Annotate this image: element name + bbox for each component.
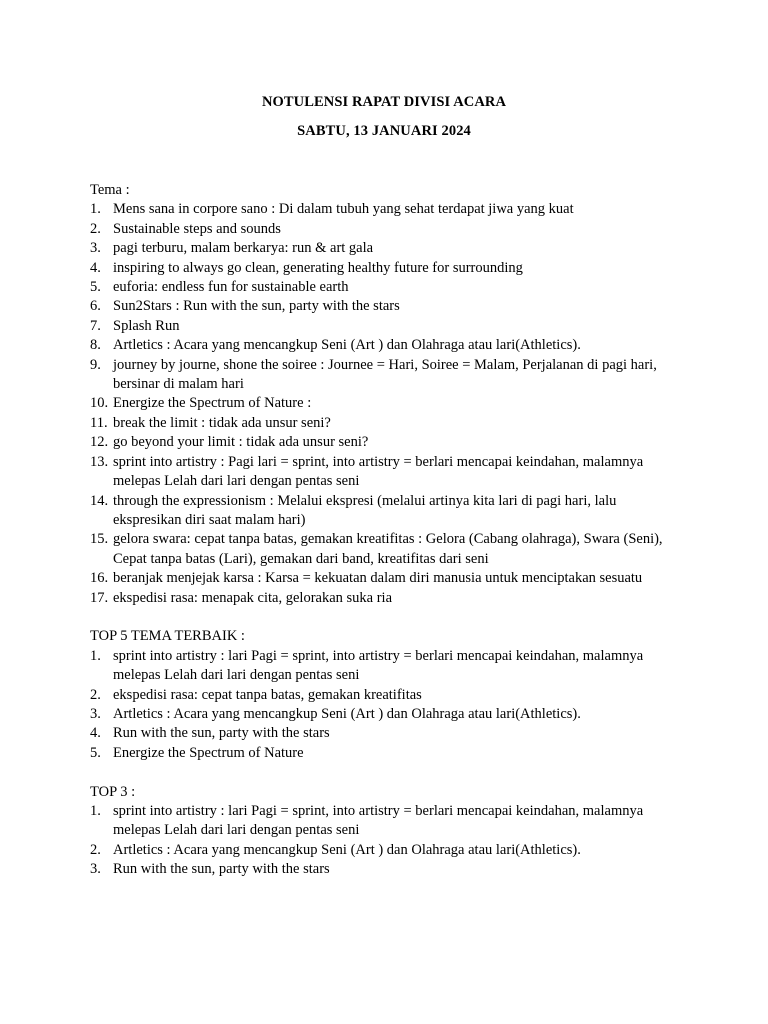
list-item [90, 589, 670, 608]
section-spacer [90, 608, 670, 627]
document-title: NOTULENSI RAPAT DIVISI ACARA [261, 94, 507, 110]
list-item [90, 860, 670, 879]
list-item-number: 16. [90, 570, 109, 587]
list-item [90, 647, 670, 686]
list-item-number: 5. [90, 744, 101, 761]
document-date: SABTU, 13 JANUARI 2024 [297, 123, 471, 139]
list-item [90, 356, 670, 395]
list-item-text: Run with the sun, party with the stars [113, 861, 330, 878]
list-item-number: 5. [90, 279, 101, 296]
list-item-number: 2. [90, 841, 101, 858]
list-item-text: Splash Run [113, 317, 180, 334]
list-item [90, 744, 670, 763]
list-item-text: pagi terburu, malam berkarya: run & art gala [113, 240, 374, 257]
list-item-number: 11. [90, 414, 108, 431]
list-item-text: Artletics : Acara yang mencangkup Seni (Art ) dan Olahraga atau lari(Athletics). [113, 841, 581, 858]
list-item-number: 13. [90, 453, 109, 470]
list-item [90, 220, 670, 239]
list-item [90, 453, 670, 492]
list-item [90, 433, 670, 452]
list-item [90, 841, 670, 860]
list-item [90, 705, 670, 724]
numbered-list [90, 200, 670, 608]
list-item-text: go beyond your limit : tidak ada unsur seni? [113, 434, 369, 451]
list-item [90, 569, 670, 588]
list-item-number: 7. [90, 317, 101, 334]
list-item [90, 278, 670, 297]
list-item [90, 686, 670, 705]
numbered-list [90, 802, 670, 880]
list-item-text: euforia: endless fun for sustainable earth [113, 279, 349, 296]
list-item-number: 1. [90, 802, 101, 819]
section-heading: TOP 3 : [90, 783, 136, 800]
list-item-number: 6. [90, 298, 101, 315]
section-spacer [90, 763, 670, 782]
list-item [90, 530, 670, 569]
list-item-text: inspiring to always go clean, generating healthy future for surrounding [113, 259, 523, 276]
section-heading: Tema : [90, 182, 130, 198]
list-item-number: 3. [90, 861, 101, 878]
list-item-number: 3. [90, 240, 101, 257]
list-item-number: 10. [90, 395, 109, 412]
list-item-text: Artletics : Acara yang mencangkup Seni (Art ) dan Olahraga atau lari(Athletics). [113, 705, 581, 722]
list-item [90, 239, 670, 258]
list-item-number: 17. [90, 589, 109, 606]
list-item-number: 2. [90, 220, 101, 237]
list-item-text: Artletics : Acara yang mencangkup Seni (Art ) dan Olahraga atau lari(Athletics). [113, 337, 581, 354]
list-item-text: sprint into artistry : lari Pagi = sprint, into artistry = berlari mencapai keindahan, malamnya melepas Lelah dari lari dengan pentas seni [113, 802, 644, 839]
list-item [90, 414, 670, 433]
list-item-text: Run with the sun, party with the stars [113, 725, 330, 742]
document-body [90, 181, 670, 880]
list-item-text: gelora swara: cepat tanpa batas, gemakan kreatifitas : Gelora (Cabang olahraga), Swara (Seni), Cepat tanpa batas (Lari), gemakan dari band, kreatifitas dari seni [113, 531, 663, 567]
numbered-list [90, 647, 670, 763]
list-item-number: 1. [90, 647, 101, 664]
list-item-number: 1. [90, 201, 101, 218]
section-1 [90, 627, 670, 763]
list-item-text: sprint into artistry : lari Pagi = sprint, into artistry = berlari mencapai keindahan, malamnya melepas Lelah dari lari dengan pentas seni [113, 647, 644, 684]
list-item-number: 14. [90, 492, 109, 509]
list-item [90, 297, 670, 316]
list-item-number: 9. [90, 356, 101, 373]
list-item [90, 317, 670, 336]
list-item-text: ekspedisi rasa: cepat tanpa batas, gemakan kreatifitas [113, 686, 422, 703]
list-item-text: Energize the Spectrum of Nature [113, 744, 304, 761]
list-item-text: through the expressionism : Melalui ekspresi (melalui artinya kita lari di pagi hari, lalu ekspresikan diri saat malam hari) [113, 492, 617, 528]
list-item [90, 724, 670, 743]
list-item [90, 802, 670, 841]
list-item [90, 492, 670, 531]
list-item-number: 4. [90, 259, 101, 276]
list-item-number: 8. [90, 337, 101, 354]
list-item-number: 3. [90, 705, 101, 722]
section-0 [90, 181, 670, 608]
list-item-number: 12. [90, 434, 109, 451]
list-item [90, 200, 670, 219]
section-2 [90, 783, 670, 880]
list-item [90, 336, 670, 355]
list-item-text: Sustainable steps and sounds [113, 220, 281, 237]
list-item-text: journey by journe, shone the soiree : Journee = Hari, Soiree = Malam, Perjalanan di pagi hari, bersinar di malam hari [113, 356, 657, 393]
list-item [90, 394, 670, 413]
list-item [90, 259, 670, 278]
list-item-text: Mens sana in corpore sano : Di dalam tubuh yang sehat terdapat jiwa yang kuat [113, 201, 574, 218]
list-item-text: beranjak menjejak karsa : Karsa = kekuatan dalam diri manusia untuk menciptakan sesuatu [113, 570, 643, 587]
list-item-text: sprint into artistry : Pagi lari = sprint, into artistry = berlari mencapai keindahan, malamnya melepas Lelah dari lari dengan pentas seni [113, 453, 644, 490]
list-item-number: 15. [90, 531, 109, 548]
list-item-text: ekspedisi rasa: menapak cita, gelorakan suka ria [113, 589, 393, 606]
list-item-text: Sun2Stars : Run with the sun, party with the stars [113, 298, 400, 315]
list-item-number: 4. [90, 725, 101, 742]
list-item-text: break the limit : tidak ada unsur seni? [113, 414, 331, 431]
section-heading: TOP 5 TEMA TERBAIK : [90, 628, 245, 645]
list-item-number: 2. [90, 686, 101, 703]
list-item-text: Energize the Spectrum of Nature : [113, 395, 312, 412]
